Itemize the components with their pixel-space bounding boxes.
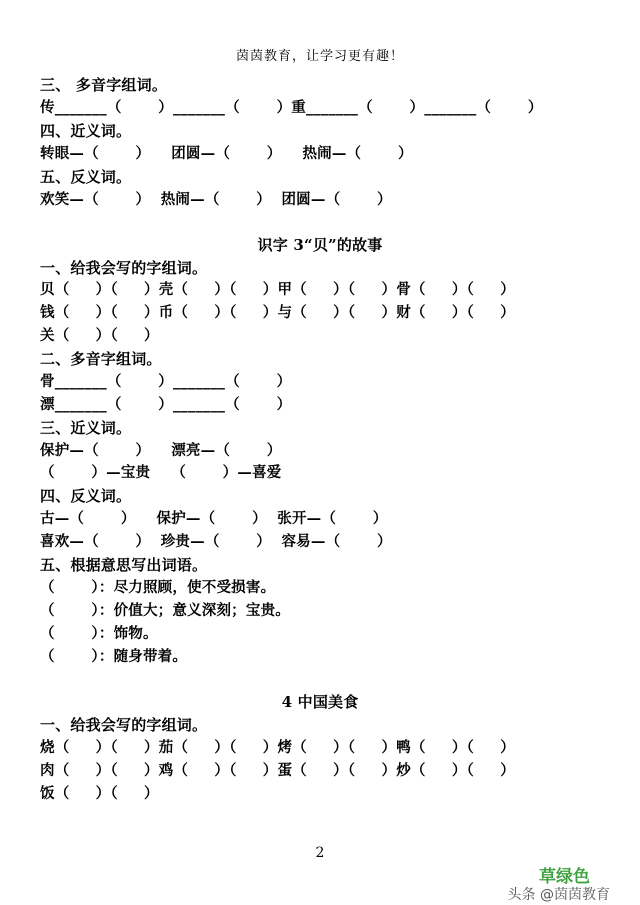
exercise-line: 喜欢—（ ） 珍贵—（ ） 容易—（ ） xyxy=(40,533,392,550)
exercise-line: 保护—（ ） 漂亮—（ ） xyxy=(40,442,282,459)
exercise-line: （ ）：价值大；意义深刻；宝贵。 xyxy=(40,602,290,619)
lesson-title: 4 中国美食 xyxy=(281,693,359,711)
page-number: 2 xyxy=(315,845,325,861)
watermark xyxy=(508,868,610,904)
section-heading: 四、近义词。 xyxy=(40,122,132,140)
page-header: 茵茵教育，让学习更有趣！ xyxy=(235,49,404,64)
exercise-line: （ ）：饰物。 xyxy=(40,625,158,642)
watermark-text: 头条 @茵茵教育 xyxy=(507,887,610,903)
section-heading: 三、近义词。 xyxy=(40,419,132,437)
exercise-line: 钱（ ）（ ）币（ ）（ ）与（ ）（ ）财（ ）（ ） xyxy=(40,304,515,321)
exercise-line: （ ）：随身带着。 xyxy=(40,648,188,665)
exercise-line: （ ）：尽力照顾，使不受损害。 xyxy=(40,579,276,596)
exercise-line: 欢笑—（ ） 热闹—（ ） 团圆—（ ） xyxy=(40,191,392,208)
lesson-title: 识字 3“贝”的故事 xyxy=(257,236,383,254)
section-heading: 一、给我会写的字组词。 xyxy=(40,716,208,734)
exercise-line: 烧（ ）（ ）茄（ ）（ ）烤（ ）（ ）鸭（ ）（ ） xyxy=(40,739,515,756)
section-heading: 五、根据意思写出词语。 xyxy=(40,556,208,574)
exercise-line: 骨_______（ ）_______（ ） xyxy=(40,373,292,390)
watermark-brand: 草绿色 xyxy=(539,867,590,887)
section-heading: 三、 多音字组词。 xyxy=(40,76,168,94)
section-heading: 一、给我会写的字组词。 xyxy=(40,259,208,277)
section-heading: 二、多音字组词。 xyxy=(40,350,162,368)
exercise-line: 传_______（ ）_______（ ）重_______（ ）_______（ ） xyxy=(40,99,543,116)
exercise-line: 贝（ ）（ ）壳（ ）（ ）甲（ ）（ ）骨（ ）（ ） xyxy=(40,281,515,298)
section-heading: 五、反义词。 xyxy=(40,168,132,186)
exercise-line: 漂_______（ ）_______（ ） xyxy=(40,396,292,413)
exercise-line: （ ）—宝贵 （ ）—喜爱 xyxy=(40,464,282,481)
exercise-line: 转眼—（ ） 团圆—（ ） 热闹—（ ） xyxy=(40,145,413,162)
exercise-line: 古—（ ） 保护—（ ） 张开—（ ） xyxy=(40,510,388,527)
exercise-line: 饭（ ）（ ） xyxy=(40,785,159,802)
section-heading: 四、反义词。 xyxy=(40,487,132,505)
exercise-line: 肉（ ）（ ）鸡（ ）（ ）蛋（ ）（ ）炒（ ）（ ） xyxy=(40,762,515,779)
exercise-line: 关（ ）（ ） xyxy=(40,327,159,344)
